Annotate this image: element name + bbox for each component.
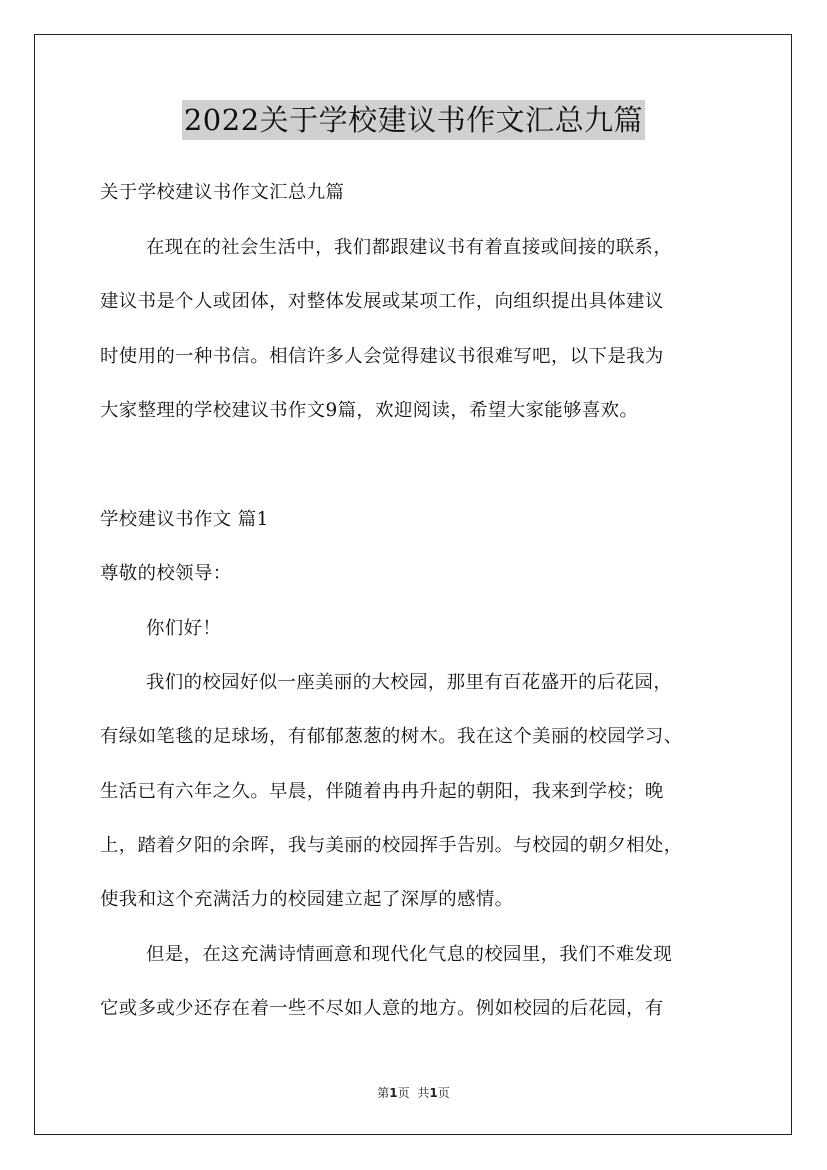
letter-greeting: 你们好！ xyxy=(146,618,222,639)
page-number: 1 xyxy=(389,1086,398,1100)
total-suffix: 页 xyxy=(437,1086,450,1100)
body-line-6: 但是，在这充满诗情画意和现代化气息的校园里，我们不难发现 xyxy=(146,944,673,965)
document-title-text: 2022关于学校建议书作文汇总九篇 xyxy=(182,100,645,140)
intro-line-4: 大家整理的学校建议书作文9篇，欢迎阅读，希望大家能够喜欢。 xyxy=(100,400,639,421)
intro-line-3: 时使用的一种书信。相信许多人会觉得建议书很难写吧，以下是我为 xyxy=(100,346,664,367)
page-prefix: 第 xyxy=(377,1086,390,1100)
intro-line-2: 建议书是个人或团体，对整体发展或某项工作，向组织提出具体建议 xyxy=(100,291,664,312)
letter-salutation: 尊敬的校领导： xyxy=(100,563,232,584)
body-line-5: 使我和这个充满活力的校园建立起了深厚的感情。 xyxy=(100,889,514,910)
body-line-2: 有绿如笔毯的足球场，有郁郁葱葱的树木。我在这个美丽的校园学习、 xyxy=(100,726,683,747)
page-suffix: 页 xyxy=(397,1086,410,1100)
body-line-7: 它或多或少还存在着一些不尽如人意的地方。例如校园的后花园，有 xyxy=(100,998,664,1019)
body-line-3: 生活已有六年之久。早晨，伴随着冉冉升起的朝阳，我来到学校；晚 xyxy=(100,781,664,802)
body-line-4: 上，踏着夕阳的余晖，我与美丽的校园挥手告别。与校园的朝夕相处， xyxy=(100,835,683,856)
page-footer xyxy=(0,1085,827,1101)
total-pages: 1 xyxy=(429,1086,438,1100)
document-subtitle: 关于学校建议书作文汇总九篇 xyxy=(100,182,345,203)
document-title xyxy=(0,100,827,140)
section-heading: 学校建议书作文 篇1 xyxy=(100,509,269,530)
intro-line-1: 在现在的社会生活中，我们都跟建议书有着直接或间接的联系， xyxy=(146,237,673,258)
total-prefix: 共 xyxy=(417,1086,430,1100)
body-line-1: 我们的校园好似一座美丽的大校园，那里有百花盛开的后花园， xyxy=(146,672,673,693)
